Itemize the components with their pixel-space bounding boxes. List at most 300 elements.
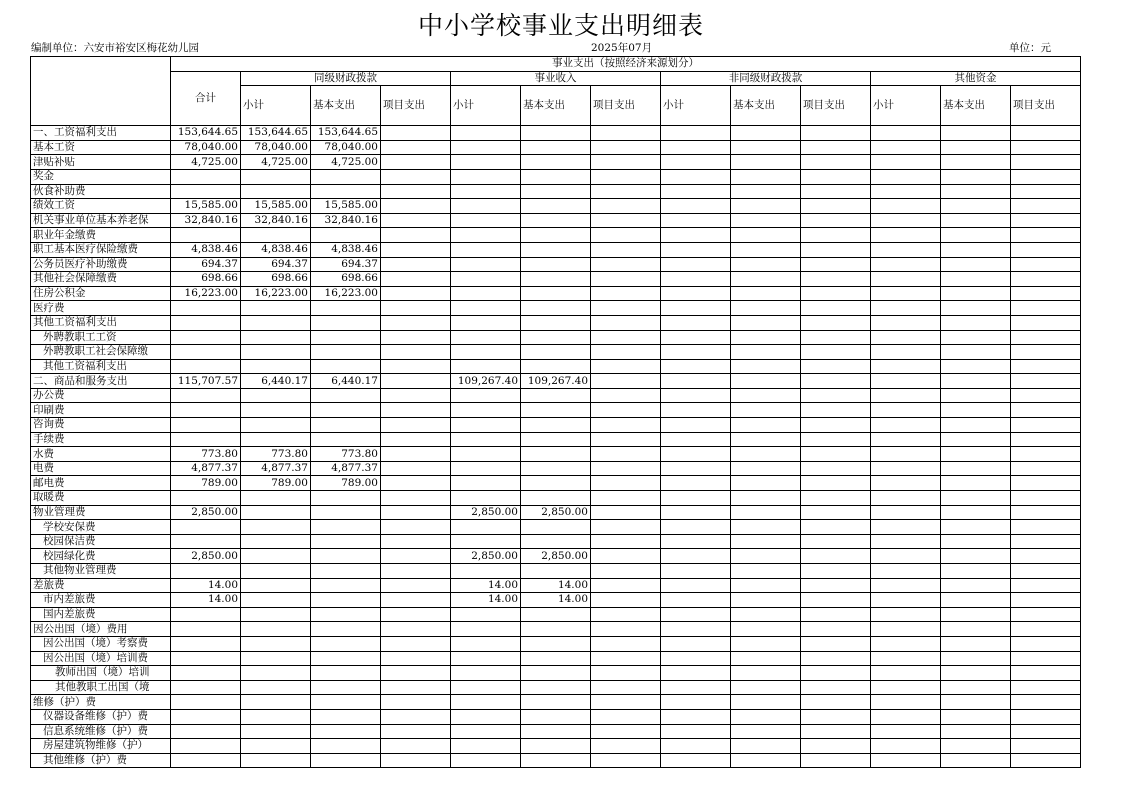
cell-value bbox=[1011, 549, 1081, 564]
cell-value bbox=[731, 155, 801, 170]
cell-value bbox=[381, 126, 451, 141]
row-label: 机关事业单位基本养老保 bbox=[31, 213, 171, 228]
cell-value bbox=[801, 345, 871, 360]
cell-value bbox=[871, 666, 941, 681]
table-row bbox=[31, 155, 1081, 170]
cell-value bbox=[171, 724, 241, 739]
cell-value bbox=[871, 374, 941, 389]
cell-value bbox=[661, 228, 731, 243]
cell-value bbox=[381, 739, 451, 754]
cell-value bbox=[241, 622, 311, 637]
cell-value bbox=[241, 491, 311, 506]
row-label: 市内差旅费 bbox=[31, 593, 171, 608]
cell-value bbox=[521, 534, 591, 549]
cell-value bbox=[381, 447, 451, 462]
cell-value bbox=[241, 184, 311, 199]
cell-value bbox=[661, 359, 731, 374]
cell-value bbox=[241, 680, 311, 695]
row-label: 校园绿化费 bbox=[31, 549, 171, 564]
table-row bbox=[31, 651, 1081, 666]
cell-value bbox=[661, 476, 731, 491]
cell-value bbox=[241, 695, 311, 710]
cell-value bbox=[801, 447, 871, 462]
cell-value bbox=[451, 534, 521, 549]
cell-value bbox=[171, 418, 241, 433]
cell-value bbox=[591, 432, 661, 447]
cell-value bbox=[381, 345, 451, 360]
row-label: 外聘教职工工资 bbox=[31, 330, 171, 345]
cell-value bbox=[1011, 607, 1081, 622]
cell-value bbox=[451, 272, 521, 287]
cell-value bbox=[1011, 374, 1081, 389]
cell-value bbox=[521, 709, 591, 724]
cell-value bbox=[241, 359, 311, 374]
cell-value bbox=[311, 607, 381, 622]
cell-value bbox=[731, 505, 801, 520]
cell-value bbox=[521, 680, 591, 695]
cell-value bbox=[1011, 315, 1081, 330]
cell-value bbox=[311, 593, 381, 608]
cell-value: 2,850.00 bbox=[521, 549, 591, 564]
cell-value bbox=[661, 607, 731, 622]
cell-value bbox=[591, 169, 661, 184]
table-row bbox=[31, 403, 1081, 418]
cell-value bbox=[731, 345, 801, 360]
cell-value: 14.00 bbox=[521, 593, 591, 608]
row-label: 其他社会保障缴费 bbox=[31, 272, 171, 287]
cell-value bbox=[591, 199, 661, 214]
table-row bbox=[31, 330, 1081, 345]
cell-value: 2,850.00 bbox=[451, 505, 521, 520]
table-row bbox=[31, 242, 1081, 257]
cell-value bbox=[171, 534, 241, 549]
cell-value bbox=[1011, 199, 1081, 214]
header-total: 合计 bbox=[171, 71, 241, 126]
cell-value bbox=[591, 534, 661, 549]
cell-value bbox=[871, 301, 941, 316]
cell-value bbox=[731, 447, 801, 462]
cell-value bbox=[801, 622, 871, 637]
row-label: 其他工资福利支出 bbox=[31, 315, 171, 330]
cell-value bbox=[801, 753, 871, 768]
cell-value bbox=[801, 359, 871, 374]
cell-value bbox=[241, 432, 311, 447]
table-row bbox=[31, 432, 1081, 447]
cell-value bbox=[1011, 695, 1081, 710]
cell-value: 773.80 bbox=[311, 447, 381, 462]
cell-value bbox=[451, 520, 521, 535]
header-subtotal: 小计 bbox=[241, 86, 311, 126]
cell-value bbox=[871, 680, 941, 695]
cell-value bbox=[1011, 636, 1081, 651]
cell-value bbox=[381, 213, 451, 228]
cell-value bbox=[171, 345, 241, 360]
cell-value bbox=[941, 184, 1011, 199]
cell-value bbox=[171, 709, 241, 724]
cell-value bbox=[661, 593, 731, 608]
table-row bbox=[31, 213, 1081, 228]
cell-value bbox=[941, 169, 1011, 184]
cell-value bbox=[661, 622, 731, 637]
cell-value bbox=[731, 709, 801, 724]
cell-value bbox=[731, 651, 801, 666]
cell-value bbox=[871, 169, 941, 184]
cell-value bbox=[311, 724, 381, 739]
cell-value bbox=[941, 418, 1011, 433]
cell-value bbox=[381, 607, 451, 622]
cell-value bbox=[171, 315, 241, 330]
cell-value bbox=[871, 636, 941, 651]
cell-value bbox=[941, 315, 1011, 330]
cell-value bbox=[591, 213, 661, 228]
cell-value bbox=[871, 607, 941, 622]
cell-value bbox=[381, 286, 451, 301]
cell-value bbox=[1011, 520, 1081, 535]
cell-value bbox=[591, 374, 661, 389]
cell-value bbox=[661, 199, 731, 214]
table-row bbox=[31, 169, 1081, 184]
cell-value: 16,223.00 bbox=[241, 286, 311, 301]
cell-value: 16,223.00 bbox=[171, 286, 241, 301]
cell-value bbox=[451, 257, 521, 272]
cell-value bbox=[731, 520, 801, 535]
cell-value bbox=[171, 636, 241, 651]
cell-value bbox=[1011, 301, 1081, 316]
cell-value bbox=[871, 622, 941, 637]
table-row bbox=[31, 418, 1081, 433]
table-row bbox=[31, 315, 1081, 330]
cell-value bbox=[661, 491, 731, 506]
table-row bbox=[31, 272, 1081, 287]
cell-value bbox=[311, 709, 381, 724]
table-row bbox=[31, 534, 1081, 549]
cell-value bbox=[871, 228, 941, 243]
table-row bbox=[31, 476, 1081, 491]
cell-value bbox=[731, 636, 801, 651]
cell-value: 2,850.00 bbox=[521, 505, 591, 520]
cell-value bbox=[171, 753, 241, 768]
cell-value bbox=[451, 126, 521, 141]
cell-value: 4,725.00 bbox=[311, 155, 381, 170]
cell-value bbox=[1011, 140, 1081, 155]
header-subtotal: 小计 bbox=[451, 86, 521, 126]
cell-value bbox=[661, 315, 731, 330]
cell-value bbox=[381, 622, 451, 637]
cell-value bbox=[171, 169, 241, 184]
cell-value bbox=[941, 593, 1011, 608]
cell-value bbox=[171, 388, 241, 403]
table-row bbox=[31, 199, 1081, 214]
cell-value bbox=[801, 388, 871, 403]
cell-value bbox=[241, 228, 311, 243]
cell-value bbox=[871, 739, 941, 754]
cell-value bbox=[171, 403, 241, 418]
cell-value bbox=[451, 169, 521, 184]
cell-value bbox=[521, 140, 591, 155]
cell-value bbox=[521, 126, 591, 141]
cell-value bbox=[521, 213, 591, 228]
cell-value bbox=[381, 651, 451, 666]
cell-value: 109,267.40 bbox=[521, 374, 591, 389]
cell-value bbox=[801, 418, 871, 433]
cell-value bbox=[171, 228, 241, 243]
header-project: 项目支出 bbox=[381, 86, 451, 126]
cell-value bbox=[731, 213, 801, 228]
cell-value bbox=[591, 622, 661, 637]
cell-value bbox=[241, 651, 311, 666]
cell-value bbox=[521, 447, 591, 462]
cell-value bbox=[801, 695, 871, 710]
cell-value bbox=[451, 695, 521, 710]
cell-value bbox=[451, 301, 521, 316]
cell-value bbox=[941, 155, 1011, 170]
cell-value bbox=[731, 432, 801, 447]
cell-value bbox=[1011, 491, 1081, 506]
cell-value bbox=[381, 330, 451, 345]
cell-value bbox=[871, 126, 941, 141]
cell-value bbox=[661, 155, 731, 170]
cell-value bbox=[381, 359, 451, 374]
cell-value bbox=[941, 564, 1011, 579]
cell-value bbox=[731, 461, 801, 476]
cell-value bbox=[451, 680, 521, 695]
cell-value: 4,877.37 bbox=[171, 461, 241, 476]
cell-value: 14.00 bbox=[171, 578, 241, 593]
cell-value bbox=[381, 505, 451, 520]
table-body bbox=[31, 126, 1081, 768]
cell-value bbox=[941, 622, 1011, 637]
header-project: 项目支出 bbox=[801, 86, 871, 126]
cell-value bbox=[591, 359, 661, 374]
cell-value: 4,877.37 bbox=[241, 461, 311, 476]
cell-value bbox=[801, 739, 871, 754]
cell-value bbox=[241, 709, 311, 724]
cell-value bbox=[801, 199, 871, 214]
cell-value bbox=[731, 549, 801, 564]
cell-value bbox=[171, 564, 241, 579]
cell-value bbox=[591, 461, 661, 476]
cell-value bbox=[731, 491, 801, 506]
cell-value bbox=[591, 578, 661, 593]
header-source-business-income: 事业收入 bbox=[451, 71, 661, 86]
cell-value bbox=[871, 505, 941, 520]
cell-value bbox=[311, 403, 381, 418]
cell-value bbox=[1011, 651, 1081, 666]
cell-value bbox=[871, 724, 941, 739]
cell-value bbox=[801, 666, 871, 681]
cell-value bbox=[941, 403, 1011, 418]
cell-value bbox=[801, 520, 871, 535]
cell-value bbox=[731, 199, 801, 214]
cell-value bbox=[731, 169, 801, 184]
cell-value bbox=[801, 213, 871, 228]
cell-value bbox=[871, 491, 941, 506]
cell-value bbox=[451, 345, 521, 360]
cell-value bbox=[311, 680, 381, 695]
header-source-other-funds: 其他资金 bbox=[871, 71, 1081, 86]
cell-value bbox=[1011, 739, 1081, 754]
cell-value bbox=[1011, 418, 1081, 433]
cell-value bbox=[591, 286, 661, 301]
cell-value bbox=[731, 403, 801, 418]
cell-value: 16,223.00 bbox=[311, 286, 381, 301]
cell-value bbox=[941, 651, 1011, 666]
cell-value bbox=[521, 695, 591, 710]
cell-value bbox=[731, 666, 801, 681]
table-row bbox=[31, 549, 1081, 564]
row-label: 职业年金缴费 bbox=[31, 228, 171, 243]
cell-value bbox=[591, 418, 661, 433]
table-row bbox=[31, 286, 1081, 301]
cell-value bbox=[591, 184, 661, 199]
cell-value bbox=[451, 330, 521, 345]
cell-value bbox=[591, 272, 661, 287]
row-label: 奖金 bbox=[31, 169, 171, 184]
row-label: 国内差旅费 bbox=[31, 607, 171, 622]
cell-value bbox=[591, 388, 661, 403]
cell-value bbox=[731, 753, 801, 768]
cell-value bbox=[381, 199, 451, 214]
cell-value bbox=[241, 753, 311, 768]
cell-value: 32,840.16 bbox=[171, 213, 241, 228]
cell-value bbox=[451, 286, 521, 301]
cell-value bbox=[591, 403, 661, 418]
table-row bbox=[31, 491, 1081, 506]
row-label: 邮电费 bbox=[31, 476, 171, 491]
cell-value bbox=[591, 140, 661, 155]
cell-value bbox=[381, 476, 451, 491]
cell-value bbox=[871, 359, 941, 374]
cell-value: 2,850.00 bbox=[171, 505, 241, 520]
row-label: 房屋建筑物维修（护） bbox=[31, 739, 171, 754]
cell-value bbox=[591, 680, 661, 695]
cell-value: 694.37 bbox=[311, 257, 381, 272]
cell-value bbox=[871, 432, 941, 447]
cell-value bbox=[1011, 709, 1081, 724]
cell-value bbox=[941, 534, 1011, 549]
cell-value bbox=[871, 213, 941, 228]
cell-value bbox=[661, 301, 731, 316]
cell-value bbox=[171, 184, 241, 199]
table-row bbox=[31, 447, 1081, 462]
cell-value bbox=[241, 315, 311, 330]
table-row bbox=[31, 622, 1081, 637]
cell-value bbox=[941, 476, 1011, 491]
cell-value bbox=[801, 607, 871, 622]
cell-value: 4,838.46 bbox=[241, 242, 311, 257]
cell-value bbox=[871, 651, 941, 666]
cell-value bbox=[381, 636, 451, 651]
cell-value bbox=[311, 388, 381, 403]
cell-value bbox=[591, 564, 661, 579]
cell-value bbox=[171, 359, 241, 374]
cell-value: 4,877.37 bbox=[311, 461, 381, 476]
cell-value bbox=[521, 257, 591, 272]
cell-value bbox=[1011, 257, 1081, 272]
cell-value bbox=[241, 739, 311, 754]
cell-value bbox=[941, 359, 1011, 374]
cell-value bbox=[171, 666, 241, 681]
currency-unit: 单位：元 bbox=[1009, 42, 1051, 54]
cell-value bbox=[521, 564, 591, 579]
row-label: 其他教职工出国（境 bbox=[31, 680, 171, 695]
row-label: 二、商品和服务支出 bbox=[31, 374, 171, 389]
row-label: 差旅费 bbox=[31, 578, 171, 593]
table-row bbox=[31, 388, 1081, 403]
cell-value bbox=[1011, 680, 1081, 695]
cell-value bbox=[1011, 461, 1081, 476]
cell-value: 153,644.65 bbox=[311, 126, 381, 141]
cell-value bbox=[1011, 126, 1081, 141]
cell-value bbox=[661, 140, 731, 155]
cell-value: 4,838.46 bbox=[311, 242, 381, 257]
cell-value bbox=[731, 272, 801, 287]
cell-value bbox=[661, 403, 731, 418]
cell-value bbox=[661, 578, 731, 593]
cell-value bbox=[311, 418, 381, 433]
cell-value bbox=[1011, 388, 1081, 403]
cell-value bbox=[871, 476, 941, 491]
cell-value bbox=[171, 301, 241, 316]
cell-value bbox=[521, 359, 591, 374]
cell-value bbox=[1011, 666, 1081, 681]
cell-value bbox=[381, 374, 451, 389]
cell-value bbox=[311, 651, 381, 666]
row-label: 住房公积金 bbox=[31, 286, 171, 301]
cell-value bbox=[801, 257, 871, 272]
cell-value bbox=[381, 432, 451, 447]
cell-value bbox=[801, 286, 871, 301]
header-basic: 基本支出 bbox=[311, 86, 381, 126]
header-basic: 基本支出 bbox=[941, 86, 1011, 126]
header-blank-corner bbox=[31, 57, 171, 126]
cell-value bbox=[241, 534, 311, 549]
report-period: 2025年07月 bbox=[591, 42, 653, 54]
cell-value bbox=[521, 622, 591, 637]
cell-value bbox=[591, 695, 661, 710]
cell-value bbox=[871, 388, 941, 403]
cell-value bbox=[661, 242, 731, 257]
cell-value bbox=[241, 666, 311, 681]
row-label: 维修（护）费 bbox=[31, 695, 171, 710]
cell-value bbox=[661, 374, 731, 389]
cell-value bbox=[661, 257, 731, 272]
cell-value bbox=[661, 666, 731, 681]
cell-value bbox=[311, 228, 381, 243]
cell-value bbox=[871, 549, 941, 564]
cell-value bbox=[311, 315, 381, 330]
cell-value bbox=[871, 709, 941, 724]
table-row bbox=[31, 564, 1081, 579]
cell-value bbox=[871, 578, 941, 593]
cell-value bbox=[801, 432, 871, 447]
cell-value: 773.80 bbox=[241, 447, 311, 462]
cell-value bbox=[731, 286, 801, 301]
cell-value bbox=[591, 447, 661, 462]
table-row bbox=[31, 520, 1081, 535]
cell-value bbox=[381, 257, 451, 272]
cell-value bbox=[311, 534, 381, 549]
table-row bbox=[31, 636, 1081, 651]
table-row bbox=[31, 680, 1081, 695]
cell-value bbox=[311, 739, 381, 754]
cell-value bbox=[661, 753, 731, 768]
cell-value bbox=[731, 534, 801, 549]
table-row bbox=[31, 126, 1081, 141]
cell-value bbox=[381, 140, 451, 155]
row-label: 电费 bbox=[31, 461, 171, 476]
cell-value bbox=[591, 724, 661, 739]
